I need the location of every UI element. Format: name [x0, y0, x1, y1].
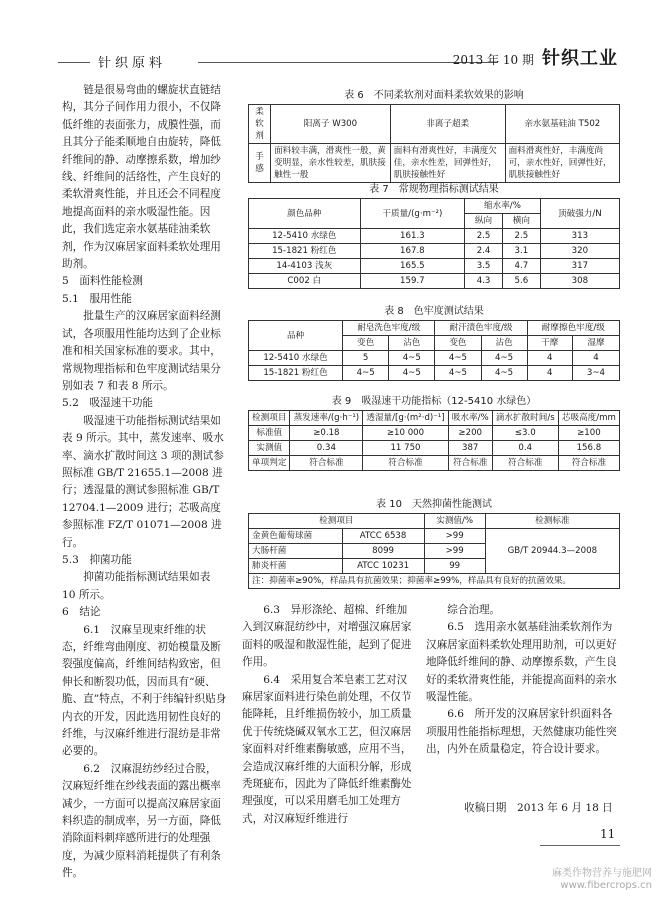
table-cell: 15-1821 粉红色	[249, 366, 343, 381]
table-cell: C002 白	[249, 274, 361, 289]
table-cell: 4~5	[435, 366, 481, 381]
t7-head: 颜色品种	[249, 199, 361, 229]
table-row	[249, 274, 620, 289]
table-cell: 标准值	[249, 426, 290, 441]
table-cell: ≥10 000	[363, 426, 448, 441]
table-cell: 156.8	[558, 441, 619, 456]
t9-head: 透湿量/[g·(m²·d)⁻¹]	[363, 411, 448, 426]
t7-head: 缩水率/%	[465, 199, 541, 214]
t9-body	[249, 426, 620, 471]
table-cell: 2.5	[465, 229, 503, 244]
t8-subhead: 干摩	[527, 336, 572, 351]
t9-head: 滴水扩散时间/s	[492, 411, 558, 426]
table-cell: 14-4103 浅灰	[249, 259, 361, 274]
table-10-caption: 表 10 天然抑菌性能测试	[376, 499, 492, 510]
watermark-line: www.fibercrops.cn	[560, 880, 652, 891]
paragraph: 6.4 采用复合苯皂素工艺对汉麻居家面料进行染色前处理，不仅节能降耗，且纤维损伤较小，加工质量优于传统烧碱双氧水工艺，但汉麻居家面料对纤维素酶敏感，应用不当，会造成汉麻纤维的大面积分解，形成秃斑疵布，因此为了降低纤维素酶处理强度，可以采用磨毛加工处理方式，对汉麻短纤维进行	[242, 673, 412, 825]
t8-subhead: 变色	[435, 336, 481, 351]
table-6-caption: 表 6 不同柔软剂对面料柔软效果的影响	[344, 90, 524, 101]
table-cell: 0.4	[492, 441, 558, 456]
t6-cell: 面料滑爽性好，丰满度尚可，亲水性好，回弹性好，肌肤接触性好	[505, 144, 619, 183]
table-cell: 4~5	[343, 366, 389, 381]
table-cell: 符合标准	[290, 456, 363, 471]
t8-subhead: 沾色	[481, 336, 527, 351]
t8-subhead: 沾色	[389, 336, 435, 351]
table-9-caption: 表 9 吸湿速干功能指标（12-5410 水绿色）	[331, 396, 537, 407]
t10-cell: >99	[424, 529, 485, 544]
table-cell: 313	[540, 229, 619, 244]
table-8-grid	[248, 320, 620, 381]
section-title: 针织原料	[98, 56, 167, 71]
table-row	[249, 229, 620, 244]
table-cell: 159.7	[360, 274, 465, 289]
paragraph: 批量生产的汉麻居家面料经测试，各项服用性能均达到了企业标准和相关国家标准的要求。其中，常规物理指标和色牢度测试结果分别如表 7 和表 8 所示。	[62, 310, 221, 392]
table-cell: 5.6	[502, 274, 540, 289]
table-row	[249, 441, 620, 456]
page-header	[58, 40, 618, 72]
paragraph: 6.6 所开发的汉麻居家针织面料各项服用性能指标理想，天然健康功能性突出，内外在质量稳定，符合设计要求。	[426, 708, 617, 756]
t7-head: 干质量/(g·m⁻²)	[360, 199, 465, 229]
t10-head: 检测标准	[485, 514, 619, 529]
paragraph: 6.5 选用亲水氨基硅油柔软剂作为汉麻居家面料柔软处理用助剂，可以更好地降低纤维间的静、动摩擦系数，产生良好的柔软滑爽性能，并能提高面料的亲水吸湿性能。	[426, 621, 617, 704]
table-cell: 3.5	[465, 259, 503, 274]
table-row	[249, 426, 620, 441]
t10-cell: 肺炎杆菌	[249, 559, 343, 574]
table-cell: 4.3	[465, 274, 503, 289]
t8-head: 耐汗渍色牢度/级	[435, 321, 527, 336]
table-cell: 0.34	[290, 441, 363, 456]
section-heading: 5.3 抑菌功能	[62, 553, 132, 566]
table-8	[248, 302, 620, 381]
table-row	[249, 351, 620, 366]
watermark	[552, 868, 652, 892]
table-cell: 4.7	[502, 259, 540, 274]
table-10	[248, 495, 620, 589]
left-column	[62, 82, 227, 883]
t9-head: 吸水率/%	[448, 411, 492, 426]
t8-head: 品种	[249, 321, 343, 351]
table-cell: 符合标准	[492, 456, 558, 471]
table-cell: 符合标准	[363, 456, 448, 471]
t6-head: 柔软剂	[249, 105, 271, 144]
t9-head: 检测项目	[249, 411, 290, 426]
page-rule	[540, 845, 620, 846]
table-cell: 4~5	[389, 366, 435, 381]
table-cell: 4	[572, 351, 619, 366]
t9-head: 芯吸高度/mm	[558, 411, 619, 426]
journal-logo: 针织工业	[542, 48, 618, 69]
table-cell: 320	[540, 244, 619, 259]
table-cell: 4	[527, 351, 572, 366]
section-heading: 5.2 吸湿速干功能	[62, 397, 154, 410]
table-cell: 4~5	[389, 351, 435, 366]
table-cell: 12-5410 水绿色	[249, 229, 361, 244]
paragraph: 吸湿速干功能指标测试结果如表 9 所示。其中，蒸发速率、吸水率、滴水扩散时间这 3 项的测试参照标准 GB/T 21655.1—2008 进行；透湿量的测试参照标准 GB/T 12704.1—2009 进行；芯吸高度参照标准 FZ/T 01071—2008 进行。	[62, 414, 224, 549]
table-row	[249, 456, 620, 471]
received-date: 收稿日期 2013 年 6 月 18 日	[464, 802, 613, 814]
table-cell: ≥0.18	[290, 426, 363, 441]
table-cell: 387	[448, 441, 492, 456]
table-cell: 单项判定	[249, 456, 290, 471]
header-rule-left	[58, 62, 90, 63]
t7-body	[249, 229, 620, 289]
paragraph: 链是很易弯曲的螺旋状直链结构，其分子间作用力很小，不仅降低纤维的表面张力，成膜性强，而且其分子能柔顺地自由旋转，降低纤维间的静、动摩擦系数，增加纱线、纤维间的活络性，产生良好的柔软滑爽性能，并且还会不同程度地提高面料的亲水吸湿性能。因此，我们选定亲水氨基硅油柔软剂，作为汉麻居家面料柔软处理用助剂。	[62, 84, 221, 271]
t8-head: 耐皂洗色牢度/级	[343, 321, 435, 336]
table-row	[249, 259, 620, 274]
t10-cell: ATCC 10231	[342, 559, 424, 574]
table-8-caption: 表 8 色牢度测试结果	[384, 306, 484, 317]
table-cell: 317	[540, 259, 619, 274]
table-cell: 11 750	[363, 441, 448, 456]
table-cell: 161.3	[360, 229, 465, 244]
t9-head: 蒸发速率/(g·h⁻¹)	[290, 411, 363, 426]
table-6-grid	[248, 104, 620, 183]
journal-issue	[453, 44, 618, 70]
t6-head: 阳离子 W300	[271, 105, 391, 144]
right-column	[426, 602, 620, 759]
table-cell: 符合标准	[448, 456, 492, 471]
section-heading: 5 面料性能检测	[62, 275, 143, 288]
paragraph: 抑菌功能指标测试结果如表 10 所示。	[62, 571, 211, 601]
table-7-grid	[248, 198, 620, 289]
t10-standard: GB/T 20944.3—2008	[485, 529, 619, 574]
t10-cell: 大肠杆菌	[249, 544, 343, 559]
table-cell: 165.5	[360, 259, 465, 274]
t8-body	[249, 351, 620, 381]
issue-label: 2013 年 10 期	[452, 53, 534, 67]
t10-cell: >99	[424, 544, 485, 559]
table-cell: 2.4	[465, 244, 503, 259]
table-cell: 实测值	[249, 441, 290, 456]
paragraph: 6.1 汉麻呈现束纤维的状态，纤维弯曲刚度、初始模量及断裂强度偏高，纤维间结构致密，但伸长和断裂功低，因而具有“硬、脆、直”特点，不利于纬编针织贴身内衣的开发，因此选用韧性良好的纤维，与汉麻纤维进行混纺是非常必要的。	[62, 623, 227, 758]
table-cell: 5	[343, 351, 389, 366]
table-cell: ≤3.0	[492, 426, 558, 441]
paragraph: 6.3 异形涤纶、超棉、纤维加入到汉麻混纺纱中，对增强汉麻居家面料的吸湿和散湿性能，起到了促进作用。	[242, 604, 412, 669]
table-row	[249, 366, 620, 381]
t6-cell: 面料较丰满，滑爽性一般，黄变明显，亲水性较差，肌肤接触性一般	[271, 144, 391, 183]
table-cell: ≥100	[558, 426, 619, 441]
table-cell: 167.8	[360, 244, 465, 259]
t10-note: 注：抑菌率≥90%，样品具有抗菌效果；抑菌率≥99%，样品具有良好的抗菌效果。	[249, 574, 620, 589]
table-row	[249, 244, 620, 259]
t7-head: 顶破强力/N	[540, 199, 619, 229]
table-cell: 4~5	[435, 351, 481, 366]
page-number: 11	[600, 827, 616, 841]
table-cell: 308	[540, 274, 619, 289]
table-cell: 3~4	[572, 366, 619, 381]
table-cell: 3.1	[502, 244, 540, 259]
table-10-grid	[248, 513, 620, 589]
t7-subhead: 横向	[502, 214, 540, 229]
table-cell: 2.5	[502, 229, 540, 244]
table-7-caption: 表 7 常规物理指标测试结果	[369, 184, 499, 195]
table-7	[248, 180, 620, 289]
t9-head-row	[249, 411, 620, 426]
table-cell: ≥200	[448, 426, 492, 441]
table-9-grid	[248, 410, 620, 471]
paragraph: 6.2 汉麻混纺纱经过合股，汉麻短纤维在纱线表面的露出概率减少，一方面可以提高汉麻居家面料织造的制成率，另一方面，降低消除面料刺痒感所进行的处理强度，为减少原料消耗提供了有利条件。	[62, 762, 221, 880]
table-cell: 12-5410 水绿色	[249, 351, 343, 366]
table-9	[248, 392, 620, 471]
t10-cell: 金黄色葡萄球菌	[249, 529, 343, 544]
t6-cell: 面料有滑爽性好，丰满度欠佳，亲水性差，回弹性好，肌肤接触性好	[390, 144, 505, 183]
table-cell: 4~5	[481, 351, 527, 366]
t7-subhead: 纵向	[465, 214, 503, 229]
watermark-line: 麻类作物营养与施肥网	[552, 868, 652, 879]
t8-subhead: 变色	[343, 336, 389, 351]
table-cell: 符合标准	[558, 456, 619, 471]
middle-column	[242, 602, 414, 828]
section-heading: 6 结论	[62, 606, 101, 619]
table-cell: 15-1821 粉红色	[249, 244, 361, 259]
t6-row-label: 手感	[249, 144, 271, 183]
t10-head: 检测项目	[249, 514, 425, 529]
table-cell: 4	[527, 366, 572, 381]
t10-cell: 8099	[342, 544, 424, 559]
section-heading: 5.1 服用性能	[62, 292, 132, 305]
t10-cell: 99	[424, 559, 485, 574]
t8-head: 耐摩擦色牢度/级	[527, 321, 619, 336]
t8-subhead: 湿摩	[572, 336, 619, 351]
paragraph: 综合治理。	[447, 604, 501, 616]
t6-head: 亲水氨基硅油 T502	[505, 105, 619, 144]
t6-head: 非离子超柔	[390, 105, 505, 144]
t10-cell: ATCC 6538	[342, 529, 424, 544]
table-6	[248, 86, 620, 183]
table-cell: 4~5	[481, 366, 527, 381]
t10-head: 实测值/%	[424, 514, 485, 529]
